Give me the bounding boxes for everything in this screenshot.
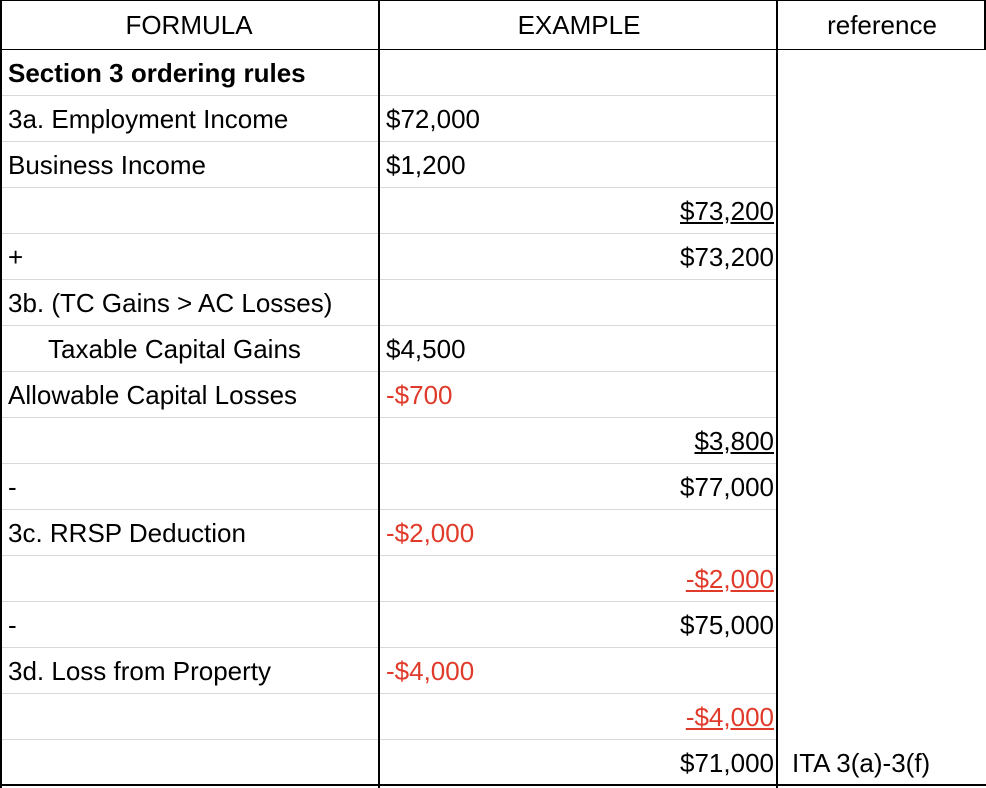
example-total-cell[interactable]	[560, 280, 774, 326]
example-value-cell[interactable]: -$4,000	[386, 656, 475, 686]
table-row	[0, 418, 986, 464]
example-total-cell[interactable]: $75,000	[680, 610, 774, 640]
reference-cell[interactable]	[792, 96, 982, 142]
formula-cell[interactable]: -	[8, 472, 17, 502]
formula-cell[interactable]: Taxable Capital Gains	[48, 334, 301, 364]
table-row	[0, 694, 986, 740]
reference-cell[interactable]	[792, 464, 982, 510]
example-total-cell[interactable]: -$4,000	[685, 702, 774, 732]
table-row	[0, 188, 986, 234]
formula-cell[interactable]: Allowable Capital Losses	[8, 380, 298, 410]
example-total-cell[interactable]: $73,200	[680, 242, 774, 272]
table-row	[0, 602, 986, 648]
reference-cell[interactable]	[792, 234, 982, 280]
formula-cell[interactable]: 3b. (TC Gains > AC Losses)	[8, 288, 333, 318]
example-value-cell[interactable]: $72,000	[386, 104, 480, 134]
reference-cell[interactable]	[792, 142, 982, 188]
example-total-cell[interactable]	[560, 142, 774, 188]
formula-cell[interactable]: 3d. Loss from Property	[8, 656, 271, 686]
table-row	[0, 556, 986, 602]
table-row	[0, 464, 986, 510]
reference-cell[interactable]	[792, 510, 982, 556]
reference-cell[interactable]	[792, 418, 982, 464]
example-total-cell[interactable]	[560, 510, 774, 556]
table-row	[0, 740, 986, 786]
header-example[interactable]: EXAMPLE	[517, 10, 641, 40]
reference-cell[interactable]	[792, 556, 982, 602]
example-total-cell[interactable]	[560, 50, 774, 96]
bottom-border	[0, 784, 986, 786]
formula-cell[interactable]: Business Income	[8, 150, 206, 180]
formula-cell[interactable]	[8, 740, 376, 786]
example-total-cell[interactable]	[560, 648, 774, 694]
formula-cell[interactable]	[8, 694, 376, 740]
example-total-cell[interactable]: $73,200	[680, 196, 774, 226]
reference-cell[interactable]	[792, 694, 982, 740]
table-row	[0, 372, 986, 418]
example-total-cell[interactable]	[560, 96, 774, 142]
formula-cell[interactable]: Section 3 ordering rules	[8, 58, 306, 88]
table-row	[0, 510, 986, 556]
formula-cell[interactable]: 3a. Employment Income	[8, 104, 289, 134]
table-row	[0, 142, 986, 188]
table-row	[0, 648, 986, 694]
reference-cell[interactable]: ITA 3(a)-3(f)	[792, 748, 931, 778]
formula-cell[interactable]: +	[8, 242, 24, 272]
reference-cell[interactable]	[792, 326, 982, 372]
table-row	[0, 50, 986, 96]
column-divider-formula	[0, 0, 2, 788]
example-total-cell[interactable]: $77,000	[680, 472, 774, 502]
reference-cell[interactable]	[792, 372, 982, 418]
example-total-cell[interactable]: $71,000	[680, 748, 774, 778]
column-divider-example	[378, 0, 380, 788]
formula-cell[interactable]	[8, 418, 376, 464]
formula-cell[interactable]: 3c. RRSP Deduction	[8, 518, 246, 548]
formula-cell[interactable]	[8, 556, 376, 602]
header-row	[0, 0, 986, 50]
example-total-cell[interactable]	[560, 372, 774, 418]
reference-cell[interactable]	[792, 280, 982, 326]
table-row	[0, 96, 986, 142]
example-total-cell[interactable]	[560, 326, 774, 372]
example-total-cell[interactable]: -$2,000	[685, 564, 774, 594]
header-reference[interactable]: reference	[827, 10, 937, 40]
formula-cell[interactable]	[8, 188, 376, 234]
reference-cell[interactable]	[792, 50, 982, 96]
table-row	[0, 280, 986, 326]
table-row	[0, 326, 986, 372]
reference-cell[interactable]	[792, 648, 982, 694]
formula-cell[interactable]: -	[8, 610, 17, 640]
example-value-cell[interactable]: $1,200	[386, 150, 466, 180]
example-value-cell[interactable]: -$700	[386, 380, 453, 410]
reference-cell[interactable]	[792, 188, 982, 234]
column-divider-reference	[776, 0, 778, 788]
reference-cell[interactable]	[792, 602, 982, 648]
example-value-cell[interactable]: $4,500	[386, 334, 466, 364]
example-value-cell[interactable]: -$2,000	[386, 518, 475, 548]
table-row	[0, 234, 986, 280]
header-formula[interactable]: FORMULA	[125, 10, 253, 40]
example-total-cell[interactable]: $3,800	[694, 426, 774, 456]
